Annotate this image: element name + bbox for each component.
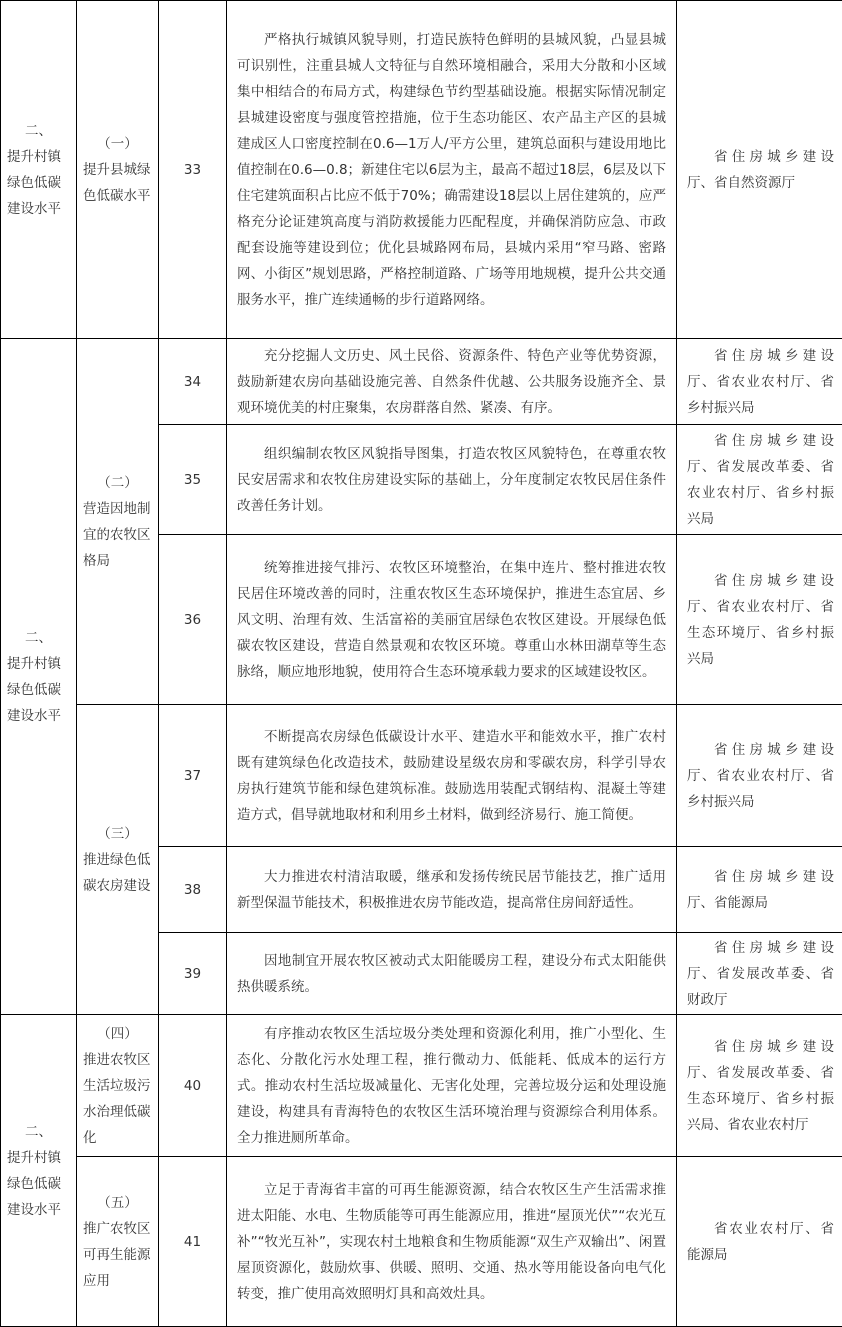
item-number: 33 [159,1,227,339]
item-department-text: 省住房城乡建设厅、省农业农村厅、省乡村振兴局 [687,347,834,416]
item-department-text: 省住房城乡建设厅、省自然资源厅 [687,148,834,191]
item-number: 37 [159,705,227,847]
table-row [1,1015,842,1157]
item-department [677,425,842,535]
item-content-text: 充分挖掘人文历史、风土民俗、资源条件、特色产业等优势资源，鼓励新建农房向基础设施完善、自然条件优越、公共服务设施齐全、景观环境优美的村庄聚集，农房群落自然、紧凑、有序。 [237,347,666,416]
subcategory-cell [77,705,159,1015]
item-department [677,535,842,705]
item-number: 38 [159,847,227,933]
item-content-text: 不断提高农房绿色低碳设计水平、建造水平和能效水平，推广农村既有建筑绿色化改造技术，鼓励建设星级农房和零碳农房，科学引导农房执行建筑节能和绿色建筑标准。鼓励选用装配式钢结构、混凝土等建造方式，倡导就地取材和利用乡土材料，做到经济易行、施工简便。 [237,728,666,823]
category-cell [1,1,77,339]
category-name: 提升村镇绿色低碳建设水平 [7,1149,61,1218]
category-name: 提升村镇绿色低碳建设水平 [7,655,61,724]
item-content [227,1015,677,1157]
item-content [227,933,677,1015]
category-cell [1,339,77,1015]
item-department-text: 省住房城乡建设厅、省发展改革委、省财政厅 [687,939,834,1008]
item-department [677,1157,842,1327]
item-content-text: 统筹推进接气排污、农牧区环境整治，在集中连片、整村推进农牧民居住环境改善的同时，注重农牧区生态环境保护，推进生态宜居、乡风文明、治理有效、生活富裕的美丽宜居绿色农牧区建设。开展绿色低碳农牧区建设，营造自然景观和农牧区环境。尊重山水林田湖草等生态脉络，顺应地形地貌，使用符合生态环境承载力要求的区域建设牧区。 [237,559,666,680]
item-content [227,705,677,847]
item-content-text: 有序推动农牧区生活垃圾分类处理和资源化利用，推广小型化、生态化、分散化污水处理工程，推行微动力、低能耗、低成本的运行方式。推动农村生活垃圾减量化、无害化处理，完善垃圾分运和处理设施建设，构建具有青海特色的农牧区生活环境治理与资源综合利用体系。全力推进厕所革命。 [237,1025,666,1146]
table-row [1,339,842,425]
subcategory-index: （二） [97,474,138,491]
item-department-text: 省住房城乡建设厅、省能源局 [687,868,834,911]
subcategory-cell [77,339,159,705]
item-number: 35 [159,425,227,535]
subcategory-index: （三） [97,825,138,842]
table-row [1,705,842,847]
item-number: 34 [159,339,227,425]
subcategory-index: （五） [97,1194,138,1211]
item-department-text: 省住房城乡建设厅、省农业农村厅、省生态环境厅、省乡村振兴局 [687,572,834,667]
table-row [1,1157,842,1327]
subcategory-name: 推广农牧区可再生能源应用 [83,1220,151,1289]
subcategory-name: 营造因地制宜的农牧区格局 [83,500,151,569]
item-number: 40 [159,1015,227,1157]
item-department [677,1,842,339]
item-content [227,1157,677,1327]
category-index: 二、 [25,1123,52,1140]
item-number: 39 [159,933,227,1015]
item-content-text: 因地制宜开展农牧区被动式太阳能暖房工程，建设分布式太阳能供热供暖系统。 [237,952,666,995]
item-department-text: 省住房城乡建设厅、省发展改革委、省生态环境厅、省乡村振兴局、省农业农村厅 [687,1038,834,1133]
subcategory-cell [77,1157,159,1327]
item-department-text: 省住房城乡建设厅、省发展改革委、省农业农村厅、省乡村振兴局 [687,432,834,527]
subcategory-name: 推进农牧区生活垃圾污水治理低碳化 [83,1051,151,1146]
item-department [677,933,842,1015]
item-number: 41 [159,1157,227,1327]
item-department-text: 省住房城乡建设厅、省农业农村厅、省乡村振兴局 [687,741,834,810]
subcategory-index: （一） [97,135,138,152]
subcategory-index: （四） [97,1025,138,1042]
item-content [227,535,677,705]
item-number: 36 [159,535,227,705]
item-content [227,1,677,339]
item-content-text: 大力推进农村清洁取暖，继承和发扬传统民居节能技艺，推广适用新型保温节能技术，积极推进农房节能改造，提高常住房间舒适性。 [237,868,666,911]
item-content-text: 立足于青海省丰富的可再生能源资源，结合农牧区生产生活需求推进太阳能、水电、生物质能等可再生能源应用，推进“屋顶光伏”“农光互补”“牧光互补”，实现农村土地粮食和生物质能源“双生产双输出”、闲置屋顶资源化，鼓励炊事、供暖、照明、交通、热水等用能设备向电气化转变，推广使用高效照明灯具和高效灶具。 [237,1181,666,1302]
category-index: 二、 [25,629,52,646]
item-department [677,1015,842,1157]
subcategory-name: 推进绿色低碳农房建设 [83,851,151,894]
item-department [677,705,842,847]
category-cell [1,1015,77,1327]
subcategory-cell [77,1,159,339]
category-name: 提升村镇绿色低碳建设水平 [7,148,61,217]
subcategory-cell [77,1015,159,1157]
item-department-text: 省农业农村厅、省能源局 [687,1220,834,1263]
subcategory-name: 提升县城绿色低碳水平 [83,161,151,204]
item-department [677,339,842,425]
item-content-text: 严格执行城镇风貌导则，打造民族特色鲜明的县城风貌，凸显县城可识别性，注重县城人文特征与自然环境相融合，采用大分散和小区域集中相结合的布局方式，构建绿色节约型基础设施。根据实际情况制定县城建设密度与强度管控措施，位于生态功能区、农产品主产区的县城建成区人口密度控制在0.6—1万人/平方公里，建筑总面积与建设用地比值控制在0.6—0.8；新建住宅以6层为主，最高不超过18层，6层及以下住宅建筑面积占比应不低于70%；确需建设18层以上居住建筑的，应严格充分论证建筑高度与消防救援能力匹配程度，并确保消防应急、市政配套设施等建设到位；优化县城路网布局，县城内采用“窄马路、密路网、小街区”规划思路，严格控制道路、广场等用地规模，提升公共交通服务水平，推广连续通畅的步行道路网络。 [237,31,666,308]
item-content [227,339,677,425]
item-content-text: 组织编制农牧区风貌指导图集，打造农牧区风貌特色，在尊重农牧民安居需求和农牧住房建设实际的基础上，分年度制定农牧民居住条件改善任务计划。 [237,445,666,514]
item-department [677,847,842,933]
table-row [1,1,842,339]
item-content [227,425,677,535]
category-index: 二、 [25,122,52,139]
item-content [227,847,677,933]
